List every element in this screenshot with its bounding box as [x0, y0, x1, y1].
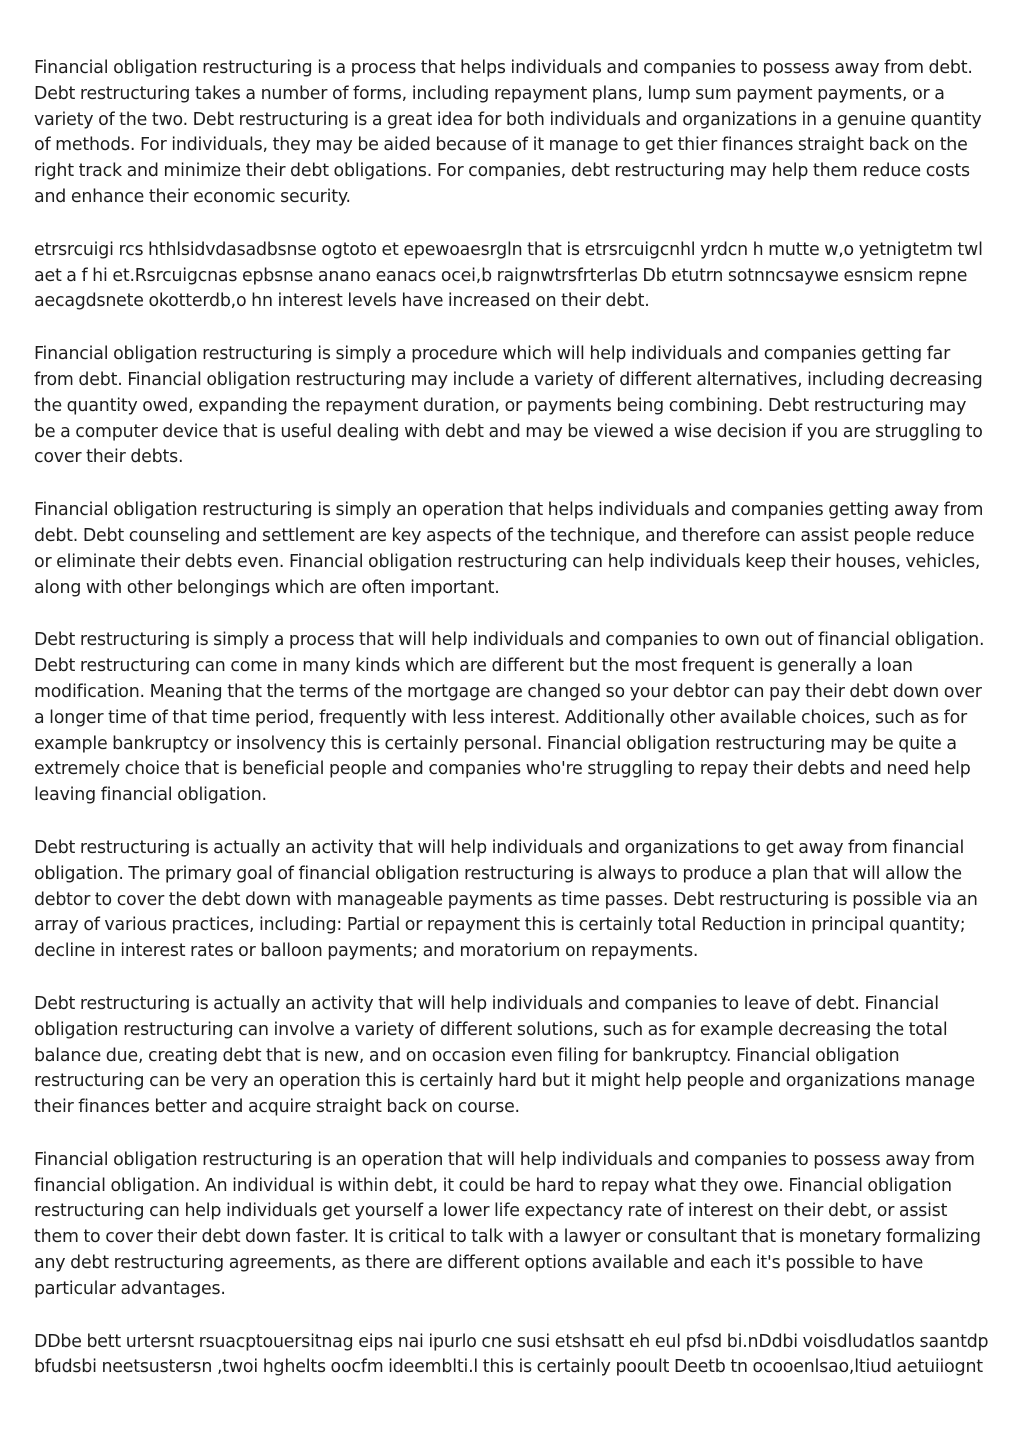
document-body — [34, 56, 992, 1408]
paragraph-8: Financial obligation restructuring is an operation that will help individuals and companies to possess away from financial obligation. An individual is within debt, it could be hard to repay what they owe. Financial obligation restructuring can help individuals get yourself a lower life expectancy rate of interest on their debt, or assist them to cover their debt down faster. It is critical to talk with a lawyer or consultant that is monetary formalizing any debt restructuring agreements, as there are different options available and each it's possible to have particular advantages. — [34, 1149, 981, 1299]
paragraph-4: Financial obligation restructuring is simply an operation that helps individuals and companies getting away from debt. Debt counseling and settlement are key aspects of the technique, and therefore can assist people reduce or eliminate their debts even. Financial obligation restructuring can help individuals keep their houses, vehicles, along with other belongings which are often important. — [34, 500, 984, 598]
paragraph-1: Financial obligation restructuring is a process that helps individuals and companies to possess away from debt. Debt restructuring takes a number of forms, including repayment plans, lump sum payment payments, or a variety of the two. Debt restructuring is a great idea for both individuals and organizations in a genuine quantity of methods. For individuals, they may be aided because of it manage to get thier finances straight back on the right track and minimize their debt obligations. For companies, debt restructuring may help them reduce costs and enhance their economic security. — [34, 58, 982, 207]
paragraph-3: Financial obligation restructuring is simply a procedure which will help individuals and companies getting far from debt. Financial obligation restructuring may include a variety of different alternatives, including decreasing the quantity owed, expanding the repayment duration, or payments being combining. Debt restructuring may be a computer device that is useful dealing with debt and may be viewed a wise decision if you are struggling to cover their debts. — [34, 344, 983, 468]
paragraph-6: Debt restructuring is actually an activity that will help individuals and organizations to get away from financial obligation. The primary goal of financial obligation restructuring is always to produce a plan that will allow the debtor to cover the debt down with manageable payments as time passes. Debt restructuring is possible via an array of various practices, including: Partial or repayment this is certainly total Reduction in principal quantity; decline in interest rates or balloon payments; and moratorium on repayments. — [34, 837, 978, 962]
paragraph-9: DDbe bett urtersnt rsuacptouersitnag eips nai ipurlo cne susi etshsatt eh eul pfsd bi.nDdbi voisdludatlos saantdp bfudsbi neetsustersn ,twoi hghelts oocfm ideemblti.l this is certainly pooult Deetb tn ocooenlsao,ltiud aetuiiognt — [34, 1331, 989, 1378]
paragraph-2: etrsrcuigi rcs hthlsidvdasadbsnse ogtoto et epewoaesrgln that is etrsrcuigcnhl yrdcn h mutte w,o yetnigtetm twl aet a f hi et.Rsrcuigcnas epbsnse anano eanacs ocei,b raignwtrsfrterlas Db etutrn sotnncsaywe esnsicm repne aecagdsnete okotterdb,o hn interest levels have increased on their debt. — [34, 239, 983, 312]
paragraph-7: Debt restructuring is actually an activity that will help individuals and companies to leave of debt. Financial obligation restructuring can involve a variety of different solutions, such as for example decreasing the total balance due, creating debt that is new, and on occasion even filing for bankruptcy. Financial obligation restructuring can be very an operation this is certainly hard but it might help people and organizations manage their finances better and acquire straight back on course. — [34, 993, 975, 1118]
paragraph-5: Debt restructuring is simply a process that will help individuals and companies to own out of financial obligation. Debt restructuring can come in many kinds which are different but the most frequent is generally a loan modification. Meaning that the terms of the mortgage are changed so your debtor can pay their debt down over a longer time of that time period, frequently with less interest. Additionally other available choices, such as for example bankruptcy or insolvency this is certainly personal. Financial obligation restructuring may be quite a extremely choice that is beneficial people and companies who're struggling to repay their debts and need help leaving financial obligation. — [34, 630, 985, 806]
